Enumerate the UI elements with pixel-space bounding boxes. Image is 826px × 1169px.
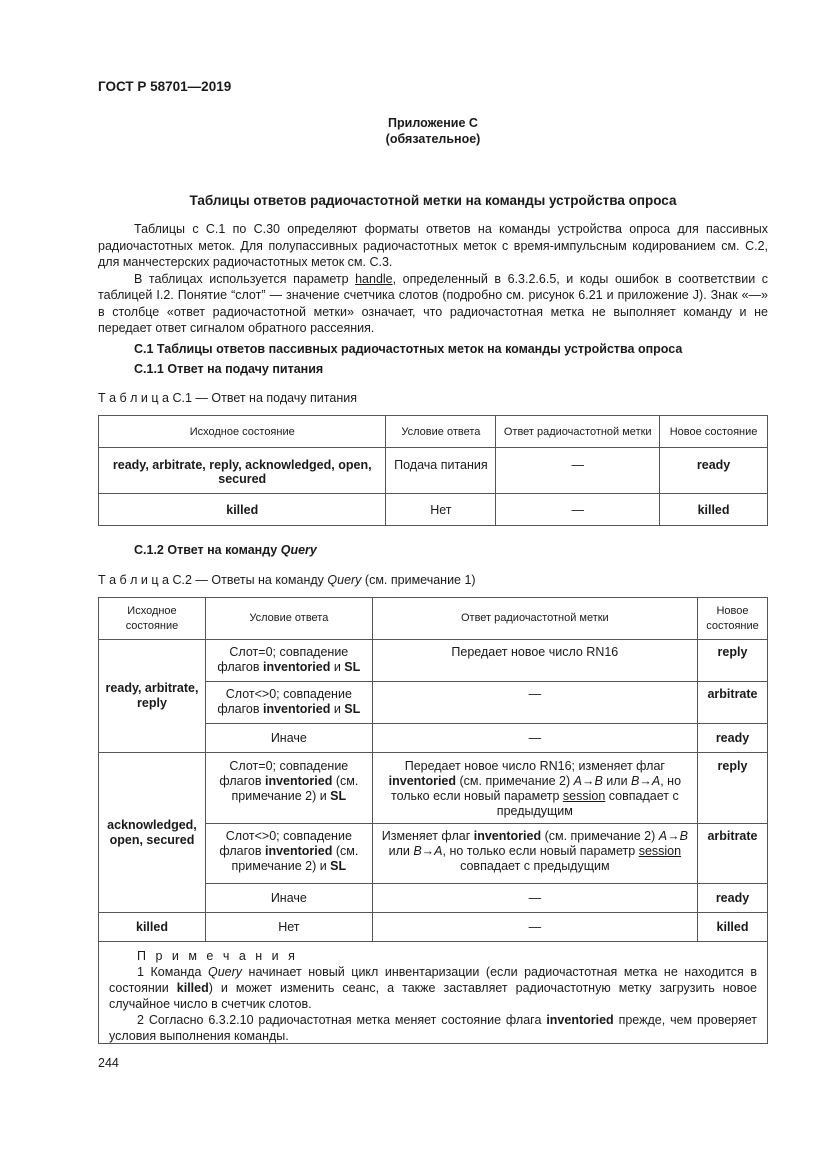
cond-note: (см. примечание 2) и <box>231 774 359 803</box>
t2-state-ready-group: ready, arbitrate, reply <box>99 640 206 753</box>
t2-new-state-cell: ready <box>698 884 768 913</box>
t2-response-cell: — <box>372 884 697 913</box>
intro-text <box>98 221 768 337</box>
intro-p2-end: , определенный в 6.3.2.6.5, и коды ошибок в соответствии с таблицей I.2. Понятие “слот” — значение счетчика слотов (подробно см. рисунок 6.21 и приложение J). Знак «—» в столбце «ответ радиочастотной метки» означает, что радиочастотная метка не выполняет команду и не передает ответ сигналом обратного рассеяния. <box>98 271 768 335</box>
t1-header-condition: Условие ответа <box>386 416 496 448</box>
resp-ab: A→B <box>573 774 603 788</box>
resp-text: , но только если новый параметр <box>442 844 639 858</box>
resp-session: session <box>638 844 682 858</box>
cond-inventoried: inventoried <box>264 774 333 788</box>
t1-cell: ready <box>660 448 768 494</box>
c12-heading <box>134 543 317 557</box>
note1-text: 1 Команда <box>137 965 208 979</box>
intro-paragraph-1: Таблицы с С.1 по С.30 определяют форматы ответов на команды устройства опроса для пассивных радиочастотных меток. Для полупассивных радиочастотных меток с время-импульсным кодированием см. С.2, для манчестерских радиочастотных меток см. С.3. <box>98 222 768 269</box>
note2-inventoried: inventoried <box>546 1013 614 1027</box>
t2-response-cell: — <box>372 724 697 753</box>
t2-response-cell <box>372 824 697 884</box>
note-1 <box>109 964 757 1012</box>
t1-cell: — <box>496 494 660 526</box>
handle-term: handle <box>355 271 393 286</box>
notes-title: П р и м е ч а н и я <box>137 949 298 963</box>
table-c2 <box>98 597 768 942</box>
note2-text: 2 Согласно 6.3.2.10 радиочастотная метка меняет состояние флага <box>137 1013 547 1027</box>
table-row <box>99 640 768 682</box>
table2-caption <box>98 573 476 587</box>
t1-cell: killed <box>99 494 386 526</box>
note1-text: ) и может изменить сеанс, а также заставляет радиочастотную метку загрузить новое случайное число в счетчик слотов. <box>109 981 757 1011</box>
cond-sl: SL <box>344 702 361 716</box>
table-row <box>99 448 768 494</box>
t2-new-state-cell: arbitrate <box>698 682 768 724</box>
t1-cell: — <box>496 448 660 494</box>
table1-caption-prefix: Т а б л и ц а <box>98 391 169 405</box>
table2-caption-query: Query <box>327 573 362 587</box>
table-row <box>99 494 768 526</box>
cond-text: Слот=0; совпадение флагов <box>219 759 349 788</box>
t2-new-state-cell: killed <box>698 913 768 942</box>
resp-inventoried: inventoried <box>388 774 457 788</box>
section-title: Таблицы ответов радиочастотной метки на команды устройства опроса <box>189 193 677 208</box>
cond-inventoried: inventoried <box>264 844 333 858</box>
cond-and: и <box>330 660 345 674</box>
t2-new-state-cell: ready <box>698 724 768 753</box>
t1-header-new-state: Новое состояние <box>660 416 768 448</box>
t2-condition-cell <box>205 824 372 884</box>
t2-condition-cell <box>205 640 372 682</box>
resp-text: (см. примечание 2) <box>456 774 574 788</box>
note-2 <box>109 1012 757 1044</box>
t2-header-initial-state: Исходное состояние <box>99 598 206 640</box>
resp-text: Передает новое число RN16; изменяет флаг <box>404 759 665 773</box>
table-row <box>99 753 768 824</box>
note1-query: Query <box>207 965 243 979</box>
c12-heading-prefix: С.1.2 Ответ на команду <box>134 543 281 557</box>
cond-inventoried: inventoried <box>262 702 331 716</box>
t2-condition-cell: Иначе <box>205 884 372 913</box>
resp-ab: A→B <box>658 829 688 843</box>
table2-caption-b: (см. примечание 1) <box>361 573 476 587</box>
t2-condition-cell <box>205 682 372 724</box>
cond-text: Слот<>0; совпадение флагов <box>217 687 352 716</box>
t2-new-state-cell: arbitrate <box>698 824 768 884</box>
c1-heading: С.1 Таблицы ответов пассивных радиочастотных меток на команды устройства опроса <box>134 342 683 356</box>
resp-text: (см. примечание 2) <box>541 829 659 843</box>
t2-new-state-cell: reply <box>698 753 768 824</box>
c11-heading: С.1.1 Ответ на подачу питания <box>134 362 324 376</box>
table2-caption-prefix: Т а б л и ц а <box>98 573 169 587</box>
table1-caption <box>98 391 357 405</box>
cond-text: Слот=0; совпадение флагов <box>217 645 349 674</box>
resp-or: или <box>388 844 414 858</box>
c12-heading-query: Query <box>280 543 317 557</box>
cond-note: (см. примечание 2) и <box>231 844 359 873</box>
appendix-subtitle: (обязательное) <box>385 132 481 146</box>
t2-response-cell: — <box>372 913 697 942</box>
t2-response-cell <box>372 753 697 824</box>
t2-response-cell: — <box>372 682 697 724</box>
cond-sl: SL <box>344 660 361 674</box>
intro-paragraph-2 <box>98 271 768 337</box>
note1-killed: killed <box>176 981 209 995</box>
t2-header-response: Ответ радиочастотной метки <box>372 598 697 640</box>
table-c1 <box>98 415 768 526</box>
t2-condition-cell <box>205 753 372 824</box>
resp-ba: B→A <box>631 774 661 788</box>
t2-new-state-cell: reply <box>698 640 768 682</box>
cond-sl: SL <box>330 859 347 873</box>
note1-text: начинает новый цикл инвентаризации (если радиочастотная метка не находится в состоянии <box>109 965 758 995</box>
t1-cell: Нет <box>386 494 496 526</box>
t2-condition-cell: Нет <box>205 913 372 942</box>
t2-condition-cell: Иначе <box>205 724 372 753</box>
resp-ba: B→A <box>413 844 443 858</box>
table2-notes <box>98 942 768 1044</box>
resp-text: Изменяет флаг <box>381 829 474 843</box>
table-row <box>99 913 768 942</box>
cond-text: Слот<>0; совпадение флагов <box>219 829 352 858</box>
resp-text: совпадает с предыдущим <box>496 789 679 818</box>
intro-p2-start: В таблицах используется параметр <box>134 271 356 286</box>
t1-cell: ready, arbitrate, reply, acknowledged, open, secured <box>99 448 386 494</box>
t1-header-initial-state: Исходное состояние <box>99 416 386 448</box>
resp-text: , но только если новый параметр <box>390 774 682 803</box>
table1-caption-text: С.1 — Ответ на подачу питания <box>172 391 357 405</box>
t1-header-response: Ответ радиочастотной метки <box>496 416 660 448</box>
t2-header-condition: Условие ответа <box>205 598 372 640</box>
cond-inventoried: inventoried <box>262 660 331 674</box>
t2-state-killed: killed <box>99 913 206 942</box>
page-number: 244 <box>98 1056 119 1070</box>
cond-and: и <box>330 702 345 716</box>
table2-caption-a: С.2 — Ответы на команду <box>172 573 328 587</box>
resp-inventoried: inventoried <box>473 829 542 843</box>
t1-cell: killed <box>660 494 768 526</box>
t2-state-acknowledged-group: acknowledged, open, secured <box>99 753 206 913</box>
standard-header: ГОСТ Р 58701—2019 <box>98 79 232 94</box>
resp-session: session <box>562 789 606 803</box>
t2-header-new-state: Новое состояние <box>698 598 768 640</box>
t1-cell: Подача питания <box>386 448 496 494</box>
t2-response-cell: Передает новое число RN16 <box>372 640 697 682</box>
resp-or: или <box>602 774 632 788</box>
note2-text: прежде, чем проверяет условия выполнения команды. <box>109 1013 757 1043</box>
appendix-title: Приложение С <box>388 116 478 130</box>
resp-text: совпадает с предыдущим <box>460 859 610 873</box>
cond-sl: SL <box>330 789 347 803</box>
